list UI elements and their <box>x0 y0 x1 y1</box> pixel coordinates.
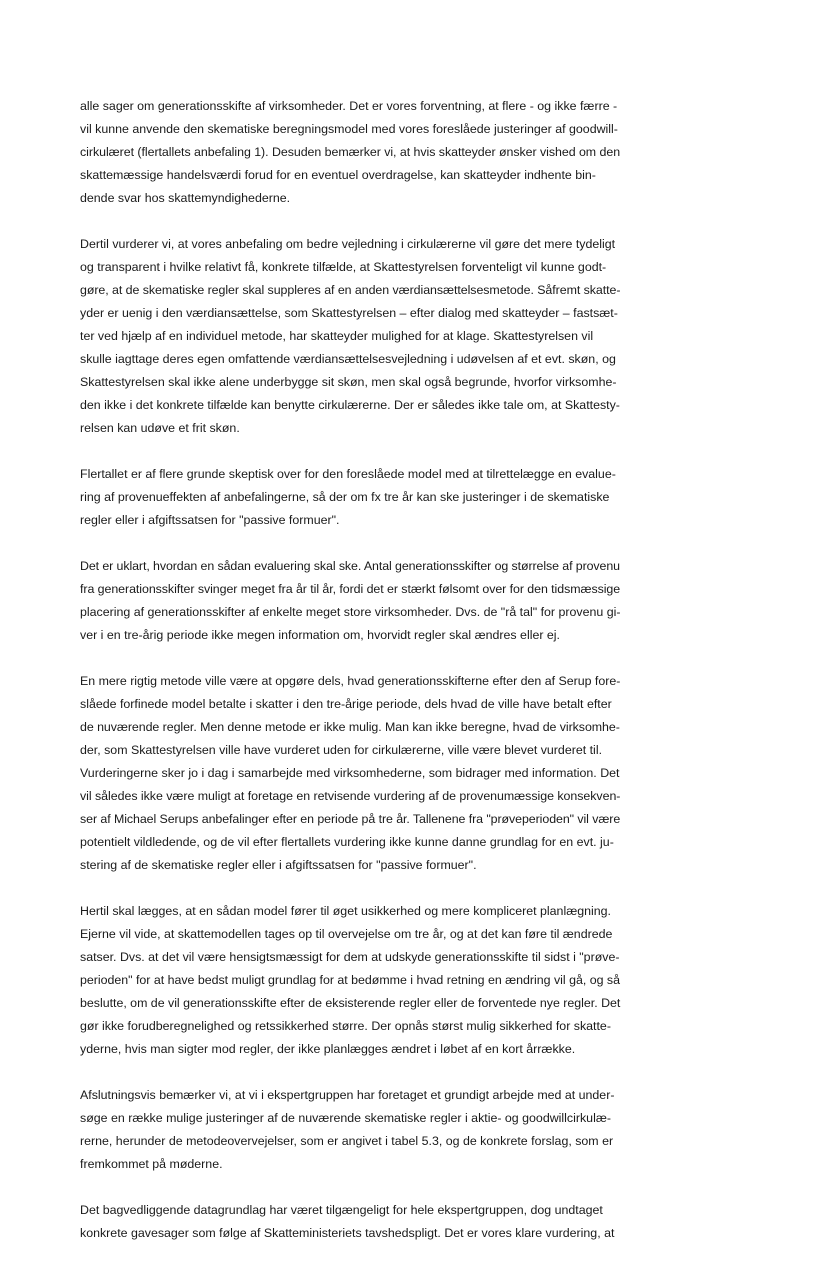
text-line: den ikke i det konkrete tilfælde kan benytte cirkulærerne. Der er således ikke tale om, at Skattesty- <box>80 398 620 412</box>
paragraph <box>80 555 621 647</box>
text-line: søge en række mulige justeringer af de nuværende skematiske regler i aktie- og goodwillcirkulæ- <box>80 1111 611 1125</box>
text-line: fremkommet på møderne. <box>80 1157 223 1171</box>
paragraph <box>80 670 621 877</box>
text-line: En mere rigtig metode ville være at opgøre dels, hvad generationsskifterne efter den af Serup fore- <box>80 674 621 688</box>
paragraph <box>80 463 615 532</box>
text-line: rerne, herunder de metodeovervejelser, som er angivet i tabel 5.3, og de konkrete forslag, som er <box>80 1134 614 1148</box>
text-line: regler eller i afgiftssatsen for "passive formuer". <box>80 513 340 527</box>
text-line: vil således ikke være muligt at foretage en retvisende vurdering af de provenumæssige konsekven- <box>80 789 621 803</box>
text-line: placering af generationsskifter af enkelte meget store virksomheder. Dvs. de "rå tal" for provenu gi- <box>80 605 621 619</box>
paragraph <box>80 233 621 440</box>
paragraph <box>80 900 621 1061</box>
text-line: Hertil skal lægges, at en sådan model fører til øget usikkerhed og mere kompliceret planlægning. <box>80 904 611 918</box>
text-line: cirkulæret (flertallets anbefaling 1). Desuden bemærker vi, at hvis skatteyder ønsker vished om den <box>80 145 621 159</box>
text-line: ver i en tre-årig periode ikke megen information om, hvorvidt regler skal ændres eller ej. <box>80 628 561 642</box>
text-line: ring af provenueffekten af anbefalingerne, så der om fx tre år kan ske justeringer i de skematiske <box>80 490 610 504</box>
paragraph <box>80 1199 615 1245</box>
text-line: relsen kan udøve et frit skøn. <box>80 421 240 435</box>
text-line: Flertallet er af flere grunde skeptisk over for den foreslåede model med at tilrettelægge en evalue- <box>80 467 616 481</box>
document-page <box>80 95 621 1268</box>
text-line: gøre, at de skematiske regler skal suppleres af en anden værdiansættelsesmetode. Såfremt skatte- <box>80 283 621 297</box>
text-line: dende svar hos skattemyndighederne. <box>80 191 291 205</box>
paragraph <box>80 95 621 210</box>
text-line: fra generationsskifter svinger meget fra år til år, fordi det er stærkt følsomt over for den tidsmæssige <box>80 582 621 596</box>
text-line: Det bagvedliggende datagrundlag har været tilgængeligt for hele ekspertgruppen, dog undtaget <box>80 1203 603 1217</box>
text-line: skattemæssige handelsværdi forud for en eventuel overdragelse, kan skatteyder indhente bin- <box>80 168 596 182</box>
text-line: potentielt vildledende, og de vil efter flertallets vurdering ikke kunne danne grundlag for en evt. ju- <box>80 835 614 849</box>
text-line: beslutte, om de vil generationsskifte efter de eksisterende regler eller de forventede nye regler. Det <box>80 996 621 1010</box>
text-line: stering af de skematiske regler eller i afgiftssatsen for "passive formuer". <box>80 858 477 872</box>
text-line: Dertil vurderer vi, at vores anbefaling om bedre vejledning i cirkulærerne vil gøre det mere tydeligt <box>80 237 616 251</box>
text-line: konkrete gavesager som følge af Skatteministeriets tavshedspligt. Det er vores klare vurdering, at <box>80 1226 615 1240</box>
text-line: gør ikke forudberegnelighed og retssikkerhed større. Der opnås størst mulig sikkerhed for skatte- <box>80 1019 611 1033</box>
text-line: slåede forfinede model betalte i skatter i den tre-årige periode, dels hvad de ville have betalt efter <box>80 697 612 711</box>
text-line: ser af Michael Serups anbefalinger efter en periode på tre år. Tallenene fra "prøveperioden" vil være <box>80 812 621 826</box>
text-line: de nuværende regler. Men denne metode er ikke mulig. Man kan ikke beregne, hvad de virksomhe- <box>80 720 620 734</box>
text-line: vil kunne anvende den skematiske beregningsmodel med vores foreslåede justeringer af goodwill- <box>80 122 618 136</box>
text-line: Afslutningsvis bemærker vi, at vi i ekspertgruppen har foretaget et grundigt arbejde med at under- <box>80 1088 615 1102</box>
text-line: yderne, hvis man sigter mod regler, der ikke planlægges ændret i løbet af en kort årrække. <box>80 1042 576 1056</box>
text-line: Skattestyrelsen skal ikke alene underbygge sit skøn, men skal også begrunde, hvorfor virksomhe- <box>80 375 617 389</box>
text-line: yder er uenig i den værdiansættelse, som Skattestyrelsen – efter dialog med skatteyder – fastsæt- <box>80 306 618 320</box>
text-line: Vurderingerne sker jo i dag i samarbejde med virksomhederne, som bidrager med information. Det <box>80 766 620 780</box>
text-line: satser. Dvs. at det vil være hensigtsmæssigt for dem at udskyde generationsskifte til sidst i "prøve- <box>80 950 620 964</box>
text-line: og transparent i hvilke relativt få, konkrete tilfælde, at Skattestyrelsen forventeligt vil kunne godt- <box>80 260 607 274</box>
paragraph <box>80 1084 615 1176</box>
text-line: Ejerne vil vide, at skattemodellen tages op til overvejelse om tre år, og at det kan føre til ændrede <box>80 927 613 941</box>
text-line: alle sager om generationsskifte af virksomheder. Det er vores forventning, at flere - og ikke færre - <box>80 99 618 113</box>
text-line: skulle iagttage deres egen omfattende værdiansættelsesvejledning i udøvelsen af et evt. skøn, og <box>80 352 616 366</box>
text-line: der, som Skattestyrelsen ville have vurderet uden for cirkulærerne, ville være blevet vurderet til. <box>80 743 603 757</box>
text-line: perioden" for at have bedst muligt grundlag for at bedømme i hvad retning en ændring vil gå, og så <box>80 973 620 987</box>
text-line: Det er uklart, hvordan en sådan evaluering skal ske. Antal generationsskifter og størrelse af provenu <box>80 559 620 573</box>
text-line: ter ved hjælp af en individuel metode, har skatteyder mulighed for at klage. Skattestyrelsen vil <box>80 329 594 343</box>
